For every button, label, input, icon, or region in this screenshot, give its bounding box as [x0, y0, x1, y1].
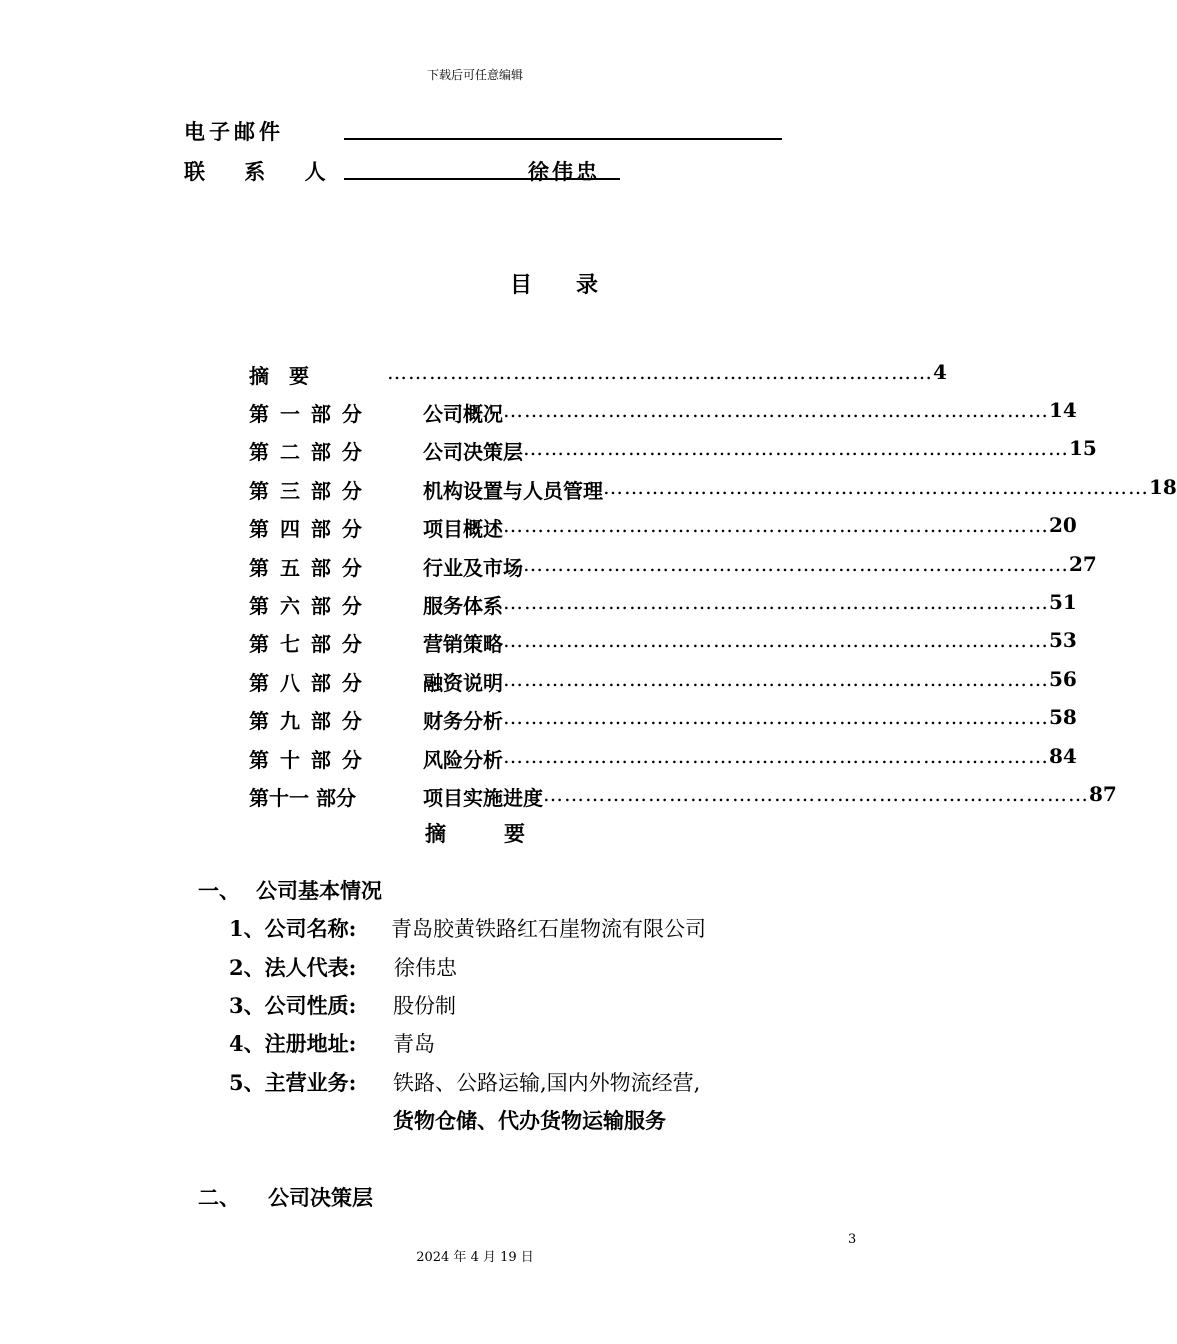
toc-part-label: 第十一 部分	[249, 786, 356, 810]
toc-leader-dots: ……………………………………………………………………	[503, 513, 1049, 537]
toc-item-title: 公司概况	[423, 402, 503, 426]
toc-item[interactable]	[249, 398, 1077, 428]
toc-leader-dots: ……………………………………………………………………	[503, 590, 1049, 614]
toc-page-number: 14	[1049, 398, 1077, 422]
toc-page-number: 4	[933, 360, 947, 384]
header-note: 下载后可任意编辑	[426, 68, 523, 82]
info-label-name: 1、公司名称:	[229, 916, 357, 941]
toc-item[interactable]	[249, 475, 1177, 505]
toc-part-label: 第 六 部 分	[249, 594, 364, 618]
info-value-nature: 股份制	[393, 994, 456, 1018]
toc-leader-dots: ……………………………………………………………………	[387, 360, 933, 384]
toc-item-title: 服务体系	[423, 594, 503, 618]
toc-item[interactable]	[249, 436, 1097, 466]
toc-page-number: 84	[1049, 744, 1077, 768]
toc-item[interactable]	[249, 552, 1097, 582]
toc-page-number: 18	[1149, 475, 1177, 499]
toc-leader-dots: ……………………………………………………………………	[503, 744, 1049, 768]
toc-item-title: 项目实施进度	[423, 786, 543, 810]
abstract-title-right: 要	[504, 821, 525, 846]
section-number: 一、	[198, 878, 240, 903]
toc-part-label: 第 四 部 分	[249, 517, 364, 541]
toc-item-title: 公司决策层	[423, 440, 523, 464]
toc-item[interactable]	[249, 667, 1077, 697]
info-label-legal-rep: 2、法人代表:	[229, 955, 357, 980]
toc-leader-dots: ……………………………………………………………………	[603, 475, 1149, 499]
contact-value: 徐伟忠	[528, 159, 600, 184]
section-title: 公司基本情况	[256, 878, 382, 903]
toc-item[interactable]	[249, 628, 1077, 658]
email-label: 电子邮件	[184, 119, 284, 144]
toc-part-label: 第 五 部 分	[249, 556, 364, 580]
toc-leader-dots: ……………………………………………………………………	[503, 667, 1049, 691]
email-underline	[344, 138, 782, 140]
section-title: 公司决策层	[268, 1185, 373, 1210]
toc-page-number: 15	[1069, 436, 1097, 460]
toc-part-label: 第 三 部 分	[249, 479, 364, 503]
info-value-legal-rep: 徐伟忠	[394, 956, 457, 980]
toc-page-number: 53	[1049, 628, 1077, 652]
toc-item-title: 机构设置与人员管理	[423, 479, 603, 503]
section-heading-2	[198, 1182, 373, 1212]
toc-summary-row[interactable]	[249, 360, 947, 390]
info-value-name: 青岛胶黄铁路红石崖物流有限公司	[391, 917, 706, 941]
toc-page-number: 87	[1089, 782, 1117, 806]
toc-page-number: 56	[1049, 667, 1077, 691]
contact-label: 联 系 人	[184, 159, 342, 184]
toc-title-right: 录	[576, 272, 599, 298]
toc-leader-dots: ……………………………………………………………………	[503, 398, 1049, 422]
toc-item[interactable]	[249, 705, 1077, 735]
toc-part-label: 第 八 部 分	[249, 671, 364, 695]
toc-item-title: 营销策略	[423, 632, 503, 656]
toc-page-number: 58	[1049, 705, 1077, 729]
toc-leader-dots: ……………………………………………………………………	[503, 705, 1049, 729]
toc-page-number: 20	[1049, 513, 1077, 537]
toc-summary-label: 摘 要	[249, 364, 309, 388]
toc-leader-dots: ……………………………………………………………………	[503, 628, 1049, 652]
footer-date: 2024 年 4 月 19 日	[416, 1250, 534, 1265]
toc-part-label: 第 七 部 分	[249, 632, 364, 656]
info-label-address: 4、注册地址:	[229, 1031, 357, 1056]
toc-part-label: 第 二 部 分	[249, 440, 364, 464]
info-value-address: 青岛	[393, 1032, 435, 1056]
toc-item-title: 行业及市场	[423, 556, 523, 580]
info-label-nature: 3、公司性质:	[229, 993, 357, 1018]
page-number: 3	[848, 1232, 857, 1247]
toc-leader-dots: ……………………………………………………………………	[523, 552, 1069, 576]
toc-title-left: 目	[510, 272, 533, 298]
toc-page-number: 27	[1069, 552, 1097, 576]
toc-item[interactable]	[249, 744, 1077, 774]
toc-item[interactable]	[249, 782, 1117, 812]
toc-part-label: 第 十 部 分	[249, 748, 364, 772]
toc-item[interactable]	[249, 513, 1077, 543]
toc-leader-dots: ……………………………………………………………………	[523, 436, 1069, 460]
abstract-title	[425, 818, 525, 848]
info-label-business: 5、主营业务:	[229, 1070, 357, 1095]
toc-leader-dots: ……………………………………………………………………	[543, 782, 1089, 806]
toc-part-label: 第 九 部 分	[249, 709, 364, 733]
section-heading-1	[198, 875, 382, 905]
abstract-title-left: 摘	[425, 821, 446, 846]
toc-item-title: 风险分析	[423, 748, 503, 772]
toc-item-title: 融资说明	[423, 671, 503, 695]
info-value-business-line2: 货物仓储、代办货物运输服务	[393, 1108, 666, 1133]
toc-item-title: 项目概述	[423, 517, 503, 541]
section-number: 二、	[198, 1185, 240, 1210]
toc-item-title: 财务分析	[423, 709, 503, 733]
toc-title	[510, 268, 598, 299]
info-value-business: 铁路、公路运输,国内外物流经营,	[393, 1071, 701, 1095]
toc-page-number: 51	[1049, 590, 1077, 614]
toc-part-label: 第 一 部 分	[249, 402, 364, 426]
toc-item[interactable]	[249, 590, 1077, 620]
